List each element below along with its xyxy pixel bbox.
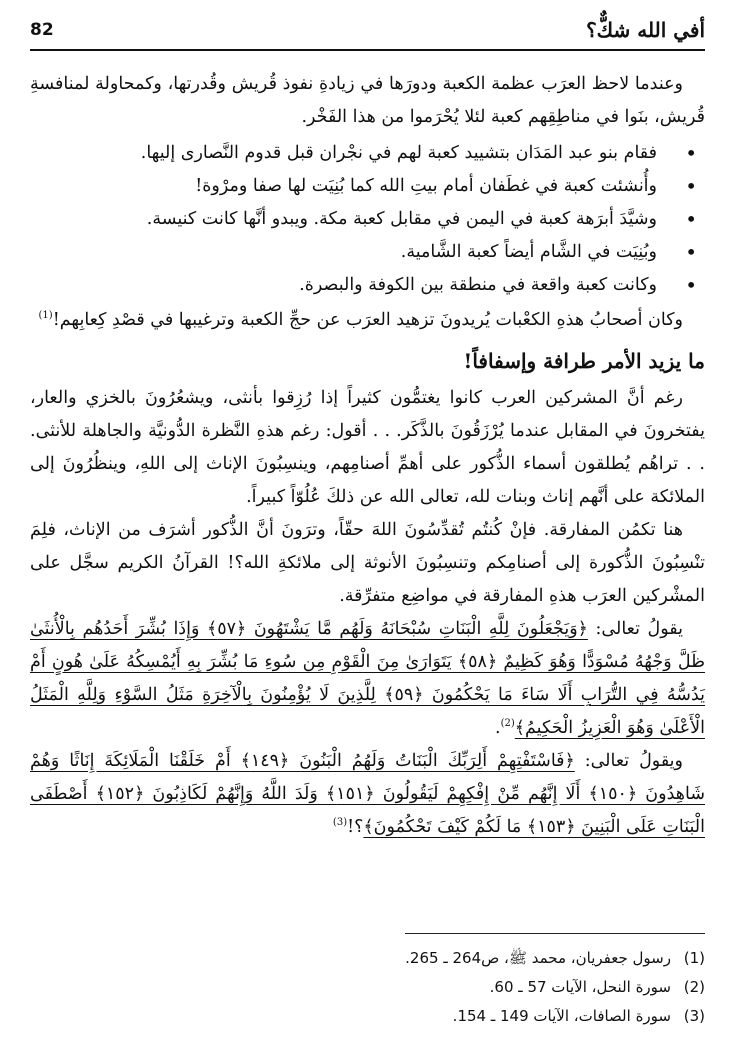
footnote-text: سورة النحل، الآيات 57 ـ 60. [489,978,671,996]
paragraph-2-text: وكان أصحابُ هذهِ الكعْبات يُريدونَ تزهيد العرَب عن حجِّ الكعبة وترغيبها في قصْدِ كِعابِهم! [52,310,683,330]
paragraph-2 [30,304,705,337]
footnote-item [30,973,705,1002]
bullet-item: • وبُنِيَت في الشَّام أيضاً كعبة الشَّامية. [30,236,705,269]
page-body [30,68,705,844]
quran-quote: ﴿وَيَجْعَلُونَ لِلَّهِ الْبَنَاتِ سُبْحَانَهُ وَلَهُم مَّا يَشْتَهُونَ ﴿٥٧﴾ وَإِذَا بُشِّرَ أَحَدُهُم بِالْأُنثَىٰ ظَلَّ وَجْهُهُ مُسْوَدًّا وَهُوَ كَظِيمٌ ﴿٥٨﴾ يَتَوَارَىٰ مِنَ الْقَوْمِ مِن سُوءِ مَا بُشِّرَ بِهِ أَيُمْسِكُهُ عَلَىٰ هُونٍ أَمْ يَدُسُّهُ فِي التُّرَابِ أَلَا سَاءَ مَا يَحْكُمُونَ ﴿٥٩﴾ لِلَّذِينَ لَا يُؤْمِنُونَ بِالْآخِرَةِ مَثَلُ السَّوْءِ وَلِلَّهِ الْمَثَلُ الْأَعْلَىٰ وَهُوَ الْعَزِيزُ الْحَكِيمُ﴾ [30,619,706,738]
footnote-number: (3) [683,1007,705,1025]
page-header [30,0,705,50]
quote-intro: ويقولُ تعالى: [584,751,684,771]
section-heading: ما يزيد الأمر طرافة وإسفافاً! [463,349,705,373]
bullet-item: • فقام بنو عبد المَدَان بتشييد كعبة لهم في نجْران قبل قدوم النَّصارى إليها. [30,137,705,170]
paragraph-5: يقولُ تعالى: ﴿وَيَجْعَلُونَ لِلَّهِ الْبَنَاتِ سُبْحَانَهُ وَلَهُم مَّا يَشْتَهُونَ ﴿٥٧﴾ وَإِذَا بُشِّرَ أَحَدُهُم بِالْأُنثَىٰ ظَلَّ وَجْهُهُ مُسْوَدًّا وَهُوَ كَظِيمٌ ﴿٥٨﴾ يَتَوَارَىٰ مِنَ الْقَوْمِ مِن سُوءِ مَا بُشِّرَ بِهِ أَيُمْسِكُهُ عَلَىٰ هُونٍ أَمْ يَدُسُّهُ فِي التُّرَابِ أَلَا سَاءَ مَا يَحْكُمُونَ ﴿٥٩﴾ لِلَّذِينَ لَا يُؤْمِنُونَ بِالْآخِرَةِ مَثَلُ السَّوْءِ وَلِلَّهِ الْمَثَلُ الْأَعْلَىٰ وَهُوَ الْعَزِيزُ الْحَكِيمُ﴾$^{(2)}$. [30,619,706,738]
quote-tail: ؟! [347,817,364,837]
paragraph-6 [30,745,705,844]
bullet-item: • وأُنشئت كعبة في غطَفان أمام بيتِ الله كما بُنِيَت لها صفا ومرْوة! [30,170,705,203]
running-title: أفي الله شكٌّ؟ [586,18,705,42]
footnote-separator [405,933,705,934]
footnote-text: سورة الصافات، الآيات 149 ـ 154. [452,1007,671,1025]
paragraph-3: رغم أنَّ المشركين العرب كانوا يغتمُّون كثيراً إذا رُزِقوا بأنثى، ويشعُرُونَ بالخزي والعار، يفتخرونَ في المقابل عندما يُرْزَقُونَ بالذَّكَر. . . أقول: رغم هذهِ النَّظرة الدُّونيَّة والجاهلة للأنثى. . . تراهُم يُطلقون أسماء الذُّكور على أهمِّ أصنامِهم، وينسِبُونَ الإناث إلى اللهِ، وينظُرُونَ إلى الملائكة على أنَّهم إناث وبنات لله، تعالى الله عن ذلكَ عُلُوّاً كبيراً. [30,388,705,507]
footnote-item [30,1002,705,1031]
bullet-list [30,137,705,302]
page-number: 82 [30,20,54,40]
footnote-item [30,944,705,973]
quote-intro: يقولُ تعالى: [595,619,683,639]
footnote-number: (2) [683,978,705,996]
footnotes [30,944,705,1031]
paragraph-4: هنا تكمُن المفارقة. فإنْ كُنتُم تُقدِّسُونَ اللهَ حقّاً، وترَونَ أنَّ الذُّكور أشرَف من الإناث، فلِمَ تنْسِبُونَ الذُّكورة إلى أصنامِكم وتنسِبُونَ الأنوثة إلى ملائكةِ الله؟! القرآنُ الكريم سجَّل على المشْركين العرَب هذهِ المفارقة في مواضِع متفرِّقة. [30,520,705,606]
footnote-ref-1: (1) [38,310,53,322]
footnote-number: (1) [683,949,705,967]
footnote-ref-2: (2) [500,718,515,730]
footnote-text: رسول جعفريان، محمد ﷺ، ص264 ـ 265. [405,949,671,967]
paragraph-1: وعندما لاحظ العرَب عظمة الكعبة ودورَها في زيادةِ نفوذ قُريش وقُدرتها، وكمحاولة لمنافسةِ قُريش، بنَوا في مناطِقِهم كعبة لئلا يُحْرَموا من هذا الفَخْر. [30,74,705,127]
header-rule [30,49,705,51]
bullet-item: • وكانت كعبة واقعة في منطقة بين الكوفة والبصرة. [30,269,705,302]
quran-quote: ﴿فَاسْتَفْتِهِمْ أَلِرَبِّكَ الْبَنَاتُ وَلَهُمُ الْبَنُونَ ﴿١٤٩﴾ أَمْ خَلَقْنَا الْمَلَائِكَةَ إِنَاثًا وَهُمْ شَاهِدُونَ ﴿١٥٠﴾ أَلَا إِنَّهُم مِّنْ إِفْكِهِمْ لَيَقُولُونَ ﴿١٥١﴾ وَلَدَ اللَّهُ وَإِنَّهُمْ لَكَاذِبُونَ ﴿١٥٢﴾ أَصْطَفَى الْبَنَاتِ عَلَى الْبَنِينَ ﴿١٥٣﴾ مَا لَكُمْ كَيْفَ تَحْكُمُونَ﴾ [30,751,706,837]
bullet-item: • وشيَّدَ أبرَهة كعبة في اليمن في مقابل كعبة مكة. ويبدو أنَّها كانت كنيسة. [30,203,705,236]
footnote-ref-3: (3) [332,817,348,829]
